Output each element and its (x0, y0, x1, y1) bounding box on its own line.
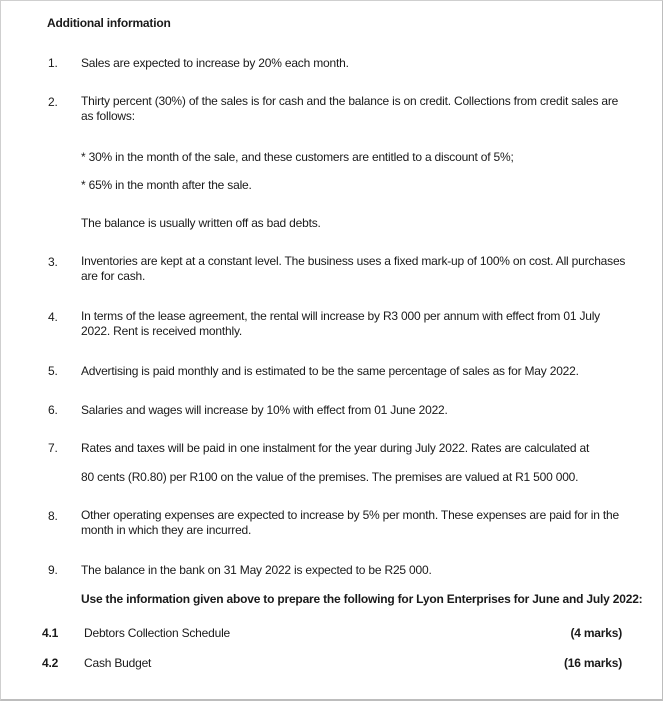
item-number: 5. (48, 364, 58, 378)
item-text: Thirty percent (30%) of the sales is for cash and the balance is on credit. Collections from credit sales are as follows: (81, 94, 619, 123)
item-number: 2. (48, 95, 58, 109)
item-text-continued: 80 cents (R0.80) per R100 on the value of the premises. The premises are valued at R1 500 000. (81, 470, 579, 484)
item-number: 7. (48, 441, 58, 455)
item-text: Salaries and wages will increase by 10% with effect from 01 June 2022. (81, 403, 448, 417)
item-text: Rates and taxes will be paid in one instalment for the year during July 2022. Rates are calculated at (81, 441, 590, 455)
item-number: 1. (48, 56, 58, 70)
task-marks: (16 marks) (563, 656, 622, 670)
instruction-text: Use the information given above to prepare the following for Lyon Enterprises for June and July 2022: (81, 592, 643, 606)
item-text: Other operating expenses are expected to increase by 5% per month. These expenses are paid for in the month in which they are incurred. (81, 508, 619, 537)
item-number: 3. (48, 255, 58, 269)
item-text-continued: The balance is usually written off as bad debts. (81, 216, 321, 230)
item-text: In terms of the lease agreement, the rental will increase by R3 000 per annum with effect from 01 July 2022. Rent is received monthly. (81, 309, 600, 338)
item-text: Inventories are kept at a constant level. The business uses a fixed mark-up of 100% on cost. All purchases are for cash. (81, 254, 626, 283)
task-marks: (4 marks) (570, 626, 622, 640)
item-text: Advertising is paid monthly and is estimated to be the same percentage of sales as for May 2022. (81, 364, 579, 378)
task-number: 4.2 (42, 656, 59, 670)
item-text: Sales are expected to increase by 20% each month. (81, 56, 349, 70)
bullet-item: * 65% in the month after the sale. (81, 178, 252, 192)
task-label: Cash Budget (84, 656, 152, 670)
task-label: Debtors Collection Schedule (84, 626, 231, 640)
task-number: 4.1 (42, 626, 59, 640)
item-number: 8. (48, 509, 58, 523)
item-number: 9. (48, 563, 58, 577)
item-number: 6. (48, 403, 58, 417)
bullet-item: * 30% in the month of the sale, and these customers are entitled to a discount of 5%; (81, 150, 514, 164)
item-number: 4. (48, 310, 58, 324)
section-heading: Additional information (47, 16, 171, 30)
item-text: The balance in the bank on 31 May 2022 is expected to be R25 000. (81, 563, 432, 577)
